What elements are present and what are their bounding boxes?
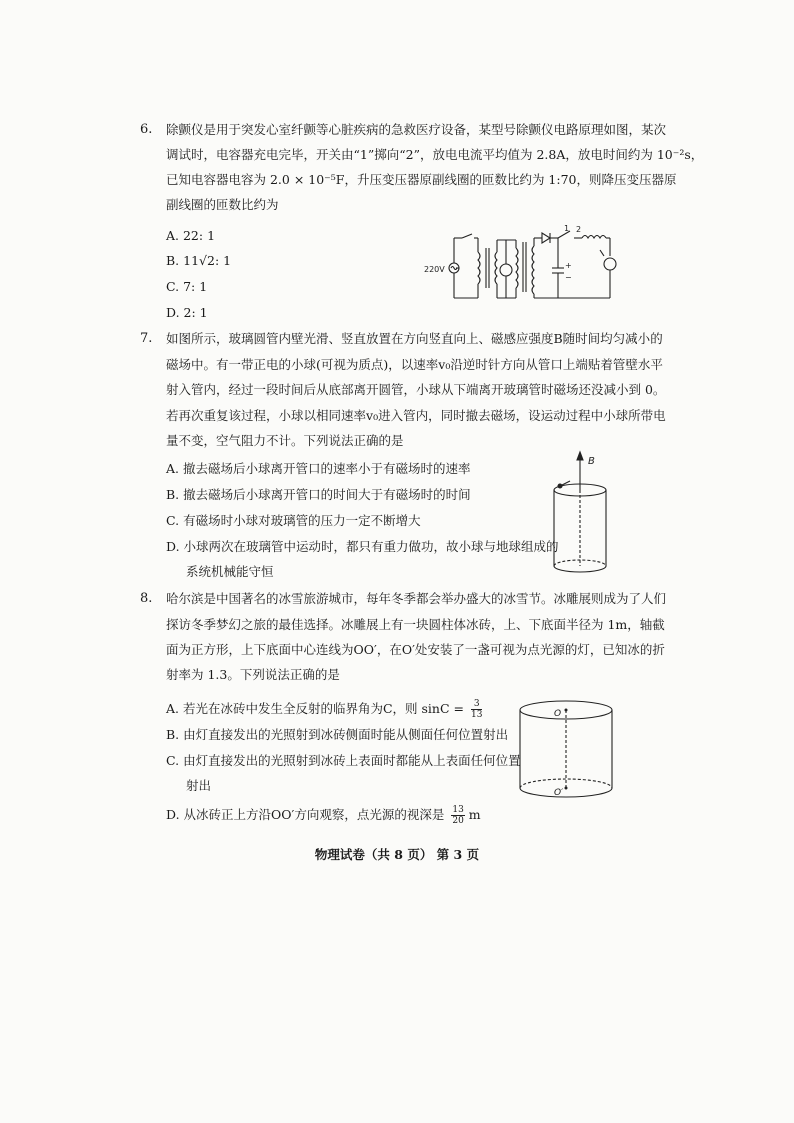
defibrillator-circuit-diagram <box>420 222 630 304</box>
fraction: $\frac{3}{13}$ <box>470 699 483 720</box>
option-c-continued: 射出 <box>186 778 212 793</box>
question-text-line: 磁场中。有一带正电的小球(可视为质点)，以速率v₀沿逆时针方向从管口上端贴着管壁水平 <box>166 357 663 372</box>
option-d-continued: 系统机械能守恒 <box>186 564 274 579</box>
option-d: D. 小球两次在玻璃管中运动时，都只有重力做功，故小球与地球组成的 <box>166 539 559 554</box>
top-center-label: O <box>554 709 562 719</box>
option-b: B. 11√2: 1 <box>166 253 232 268</box>
svg-text:+: + <box>565 261 572 270</box>
option-a: A. 撤去磁场后小球离开管口的速率小于有磁场时的速率 <box>166 461 471 476</box>
option-c: C. 有磁场时小球对玻璃管的压力一定不断增大 <box>166 513 421 528</box>
option-a: A. 若光在冰砖中发生全反射的临界角为C，则 sinC = $\frac{3}{13}$ <box>166 699 483 720</box>
question-text-line: 如图所示，玻璃圆管内壁光滑、竖直放置在方向竖直向上、磁感应强度B随时间均匀减小的 <box>166 331 663 346</box>
switch-label-2: 2 <box>576 225 582 234</box>
option-b: B. 由灯直接发出的光照射到冰砖侧面时能从侧面任何位置射出 <box>166 727 509 742</box>
glass-tube-diagram <box>540 450 624 578</box>
question-text-line: 副线圈的匝数比约为 <box>166 197 279 212</box>
option-c: C. 由灯直接发出的光照射到冰砖上表面时都能从上表面任何位置 <box>166 753 521 768</box>
fraction: $\frac{13}{20}$ <box>452 805 464 826</box>
question-text-line: 射入管内，经过一段时间后从底部离开圆管，小球从下端离开玻璃管时磁场还没减小到 0。 <box>166 382 666 397</box>
question-text-line: 已知电容器电容为 2.0 × 10⁻⁵F，升压变压器原副线圈的匝数比约为 1:70，则降压变压器原 <box>166 172 677 187</box>
question-text-line: 射率为 1.3。下列说法正确的是 <box>166 667 340 682</box>
voltage-label: 220V <box>424 265 445 274</box>
bottom-center-label: O′ <box>554 788 564 798</box>
question-text-line: 调试时，电容器充电完毕，开关由“1”掷向“2”，放电电流平均值为 2.8A，放电时间约为 10⁻²s， <box>166 147 704 162</box>
question-number: 7. <box>140 331 153 346</box>
question-text-line: 面为正方形，上下底面中心连线为OO′，在O′处安装了一盏可视为点光源的灯，已知冰的折 <box>166 642 665 657</box>
ice-cylinder-diagram <box>514 696 618 804</box>
option-c: C. 7: 1 <box>166 279 208 294</box>
question-text-line: 探访冬季梦幻之旅的最佳选择。冰雕展上有一块圆柱体冰砖，上、下底面半径为 1m，轴截 <box>166 617 665 632</box>
question-text-line: 量不变，空气阻力不计。下列说法正确的是 <box>166 433 404 448</box>
question-text-line: 哈尔滨是中国著名的冰雪旅游城市，每年冬季都会举办盛大的冰雪节。冰雕展则成为了人们 <box>166 591 667 606</box>
page-footer: 物理试卷（共 8 页） 第 3 页 <box>314 847 480 862</box>
option-b: B. 撤去磁场后小球离开管口的时间大于有磁场时的时间 <box>166 487 471 502</box>
question-number: 6. <box>140 122 153 137</box>
option-d: D. 2: 1 <box>166 305 208 320</box>
question-text-line: 若再次重复该过程，小球以相同速率v₀进入管内，同时撤去磁场，设运动过程中小球所带电 <box>166 408 666 423</box>
svg-text:−: − <box>565 273 572 282</box>
option-a: A. 22: 1 <box>166 228 216 243</box>
option-d: D. 从冰砖正上方沿OO′方向观察，点光源的视深是 $\frac{13}{20}$ m <box>166 805 481 826</box>
question-text-line: 除颤仪是用于突发心室纤颤等心脏疾病的急救医疗设备，某型号除颤仪电路原理如图，某次 <box>166 122 667 137</box>
b-field-label: B <box>588 456 595 467</box>
switch-label-1: 1 <box>564 224 570 233</box>
question-number: 8. <box>140 591 153 606</box>
